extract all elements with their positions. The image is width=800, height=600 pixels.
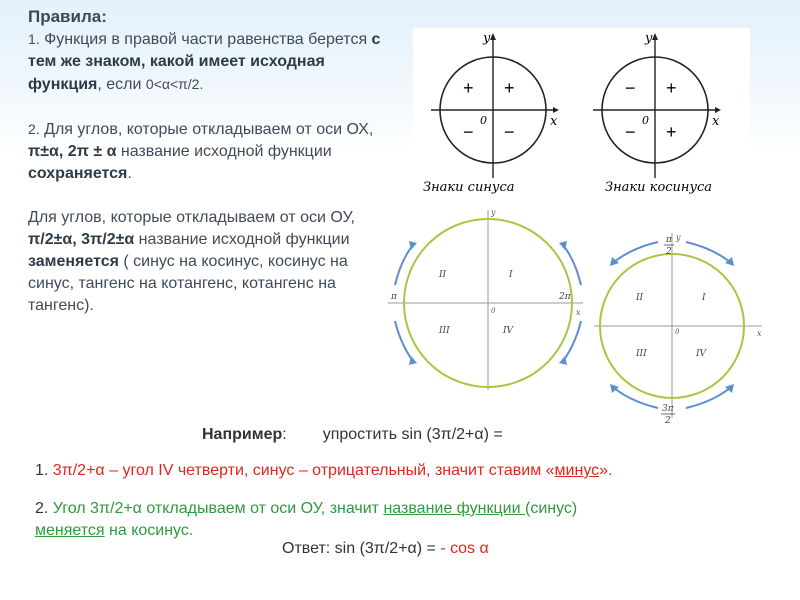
step-2-changes: меняется	[35, 522, 105, 539]
xc-arrow-icon	[395, 321, 413, 361]
rule-3-text-c: ( синус на косинус, косинус на синус, тангенс на котангенс, котангенс на тангенс).	[28, 253, 348, 314]
cos-sign-q1: +	[666, 78, 677, 98]
cos-sign-q2: −	[625, 78, 636, 98]
rule-1-text: Функция в правой части равенства берется	[39, 31, 372, 48]
y-axis-circle-panel	[592, 228, 800, 423]
cos-y-arrow-icon	[652, 33, 658, 40]
xc-arrow-icon	[395, 245, 413, 285]
yc-top-num: π	[666, 235, 672, 245]
yc-arrow-icon	[686, 388, 730, 408]
xc-y-label: y	[491, 208, 496, 217]
rule-3-text: Для углов, которые откладываем от оси ОУ,	[28, 209, 355, 226]
yc-arrow-icon	[686, 242, 730, 262]
step-1-text: – угол IV четверти, синус – отрицательный, значит ставим «	[104, 462, 555, 479]
xc-x-label: x	[576, 308, 581, 317]
step-2-text: Угол 3π/2+α откладываем от оси ОУ, значит	[52, 500, 384, 517]
example-label-text: Например	[202, 426, 283, 443]
rule-3-angles: π/2±α, 3π/2±α	[28, 231, 135, 248]
example-task: упростить sin (3π/2+α) =	[322, 426, 503, 443]
x-axis-circle-panel	[383, 205, 593, 395]
sin-sign-diagram	[423, 31, 559, 195]
xc-quadrant-3: III	[439, 326, 450, 336]
xc-quadrant-2: II	[439, 270, 447, 280]
sin-sign-q2: +	[463, 78, 474, 98]
yc-top-den: 2	[666, 247, 672, 257]
cos-caption: Знаки косинуса	[605, 180, 713, 195]
sin-y-arrow-icon	[490, 33, 496, 40]
step-2	[35, 498, 775, 542]
rule-3-text-b: название исходной функции	[134, 231, 350, 248]
rule-1-number: 1.	[28, 31, 40, 47]
yc-x-label: x	[757, 329, 762, 338]
sin-origin-label: 0	[480, 114, 487, 127]
yc-bottom-num: 3π	[662, 404, 674, 414]
rule-2-angles: π±α, 2π ± α	[28, 143, 117, 160]
cos-sign-q3: −	[625, 122, 636, 142]
yc-arrow-icon	[614, 242, 658, 262]
sin-caption: Знаки синуса	[423, 180, 515, 195]
rule-1-text-b: , если	[97, 76, 146, 93]
yc-quadrant-2: II	[636, 293, 644, 303]
sign-diagrams-svg	[413, 28, 750, 198]
rule-2-text: Для углов, которые откладываем от оси ОХ,	[39, 121, 374, 138]
sin-sign-q1: +	[504, 78, 515, 98]
xc-quadrant-4: IV	[503, 326, 514, 336]
yc-origin: 0	[675, 328, 680, 336]
sign-diagrams-panel	[413, 28, 750, 198]
xc-arrow-icon	[563, 321, 581, 361]
answer-prefix: Ответ: sin (3π/2+α) =	[282, 540, 441, 557]
cos-y-label: y	[645, 31, 653, 46]
cos-origin-label: 0	[642, 114, 649, 127]
example-label	[202, 426, 287, 443]
xc-2pi-label: 2π	[559, 292, 571, 302]
y-axis-circle-svg	[592, 228, 800, 423]
yc-quadrant-1: I	[702, 293, 706, 303]
step-1-end: ».	[599, 462, 613, 479]
sin-sign-q4: −	[504, 122, 515, 142]
rule-3-change: заменяется	[28, 253, 119, 270]
sin-y-label: y	[483, 31, 491, 46]
xc-arrow-icon	[563, 245, 581, 285]
xc-origin: 0	[491, 307, 496, 315]
step-2-number: 2.	[35, 500, 53, 517]
answer-result: - cos α	[440, 540, 489, 557]
cos-x-label: x	[712, 114, 720, 129]
rules-block	[28, 6, 388, 317]
example-colon: :	[282, 426, 287, 443]
rule-2-text-b: название исходной функции	[116, 143, 332, 160]
sin-x-arrow-icon	[553, 107, 559, 113]
rule-2-dot: .	[127, 165, 132, 182]
sin-sign-q3: −	[463, 122, 474, 142]
cos-sign-q4: +	[666, 122, 677, 142]
rule-1	[28, 28, 388, 96]
step-1-minus: минус	[554, 462, 600, 479]
cos-x-arrow-icon	[715, 107, 721, 113]
rule-3	[28, 207, 388, 317]
yc-y-label: y	[676, 233, 681, 242]
x-axis-circle-svg	[383, 205, 593, 395]
answer	[282, 540, 489, 558]
step-1	[35, 462, 775, 480]
step-2-paren: (синус)	[524, 500, 578, 517]
rule-2-keep: сохраняется	[28, 165, 128, 182]
yc-arrow-icon	[614, 388, 658, 408]
step-2-text-b: на косинус.	[104, 522, 194, 539]
rule-2	[28, 118, 388, 185]
xc-quadrant-1: I	[509, 270, 513, 280]
rules-title: Правила:	[28, 7, 107, 26]
step-1-angle: 3π/2+α	[52, 462, 105, 479]
cos-sign-diagram	[593, 31, 721, 195]
step-2-link: название функции	[383, 500, 525, 517]
yc-bottom-den: 2	[665, 416, 671, 423]
rule-1-condition: 0<α<π/2.	[145, 76, 204, 92]
example-line	[202, 426, 503, 444]
rule-2-number: 2.	[28, 121, 40, 137]
xc-pi-label: π	[391, 292, 397, 302]
yc-quadrant-3: III	[636, 349, 647, 359]
yc-quadrant-4: IV	[696, 349, 707, 359]
rule-1-bold: с тем же знаком, какой имеет исходная функция	[28, 31, 381, 93]
sin-x-label: x	[550, 114, 558, 129]
step-1-number: 1.	[35, 462, 53, 479]
